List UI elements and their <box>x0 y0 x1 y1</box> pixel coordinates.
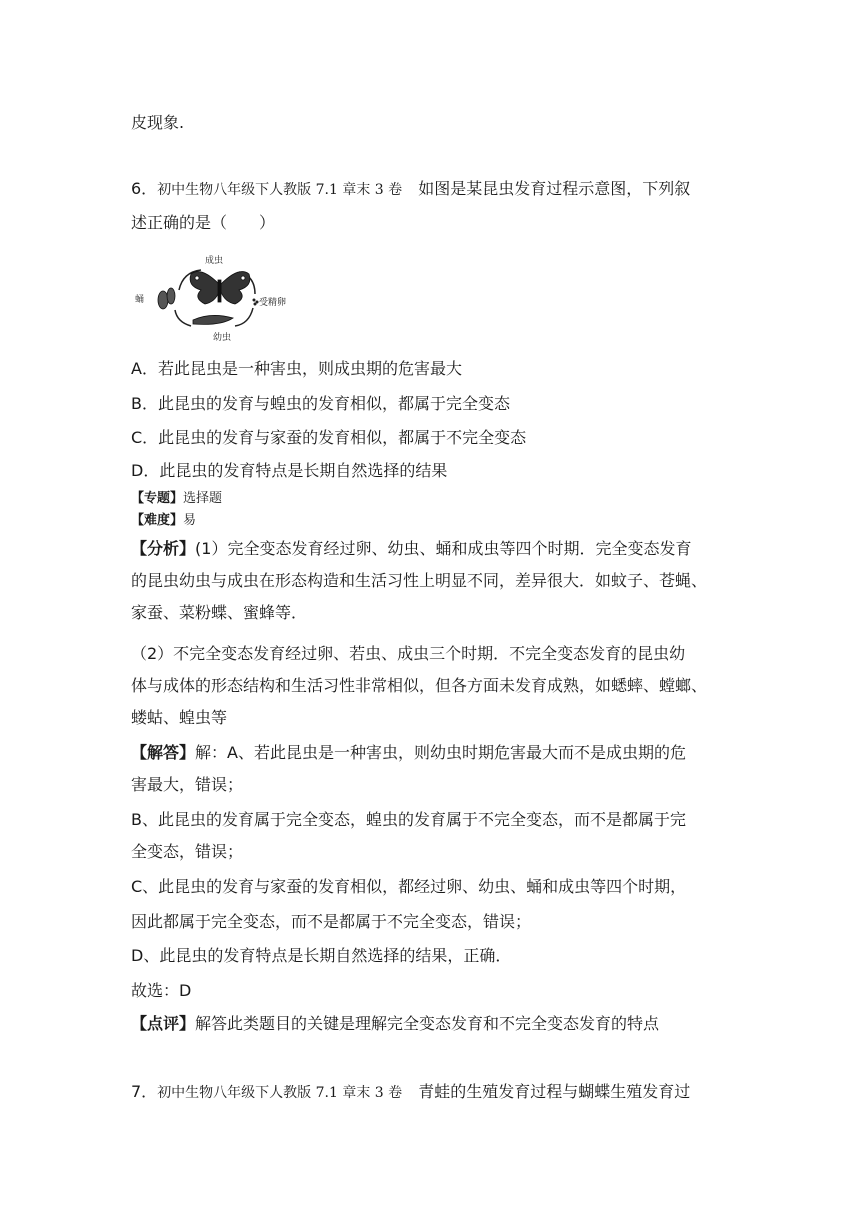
option-c: C．此昆虫的发育与家蚕的发育相似，都属于不完全变态 <box>131 428 527 447</box>
question-6-line-2: 述正确的是（ ） <box>131 213 276 232</box>
previous-answer-tail: 皮现象. <box>131 113 185 132</box>
answer-line-6: 因此都属于完全变态，而不是都属于不完全变态，错误； <box>131 912 532 931</box>
cycle-arrow-bottom-right <box>235 308 253 326</box>
answer-line-5: C、此昆虫的发育与家蚕的发育相似，都经过卵、幼虫、蛹和成虫等四个时期， <box>131 877 687 896</box>
answer-line-4: 全变态，错误； <box>131 842 244 861</box>
question-source: 初中生物八年级下人教版 7.1 章末 3 卷 <box>157 1085 403 1101</box>
analysis-line-3: 家蚕、菜粉蝶、蜜蜂等． <box>131 603 308 622</box>
label-egg: 受精卵 <box>259 298 287 308</box>
analysis-line-1 <box>131 537 691 561</box>
analysis-line-4: （2）不完全变态发育经过卵、若虫、成虫三个时期．不完全变态发育的昆虫幼 <box>131 644 686 663</box>
topic-line <box>131 489 222 509</box>
topic-value: 选择题 <box>183 491 223 506</box>
question-number: 7． <box>131 1082 158 1101</box>
choice-line: 故选：D <box>131 981 192 1000</box>
pupa-icon <box>158 288 175 309</box>
question-stem: 青蛙的生殖发育过程与蝴蝶生殖发育过 <box>418 1082 691 1101</box>
butterfly-icon <box>190 272 250 304</box>
topic-tag: 【专题】 <box>131 491 184 506</box>
comment-tag: 【点评】 <box>131 1014 196 1033</box>
difficulty-tag: 【难度】 <box>131 513 184 528</box>
answer-line-7: D、此昆虫的发育特点是长期自然选择的结果，正确． <box>131 946 512 965</box>
analysis-text: (1）完全变态发育经过卵、幼虫、蛹和成虫等四个时期．完全变态发育 <box>195 539 692 558</box>
analysis-line-6: 蝼蛄、蝗虫等 <box>131 708 228 727</box>
analysis-line-5: 体与成体的形态结构和生活习性非常相似，但各方面未发育成熟，如蟋蟀、螳螂、 <box>131 676 708 695</box>
option-a: A．若此昆虫是一种害虫，则成虫期的危害最大 <box>131 359 462 378</box>
analysis-tag: 【分析】 <box>131 539 196 558</box>
cycle-arrow-bottom-left <box>175 310 191 326</box>
answer-line-3: B、此昆虫的发育属于完全变态，蝗虫的发育属于不完全变态，而不是都属于完 <box>131 810 686 829</box>
difficulty-value: 易 <box>183 513 197 528</box>
larva-icon <box>193 315 233 324</box>
option-d: D．此昆虫的发育特点是长期自然选择的结果 <box>131 461 448 480</box>
question-6-line-1 <box>131 177 690 202</box>
question-stem: 如图是某昆虫发育过程示意图，下列叙 <box>418 179 691 198</box>
insect-life-cycle-diagram <box>131 250 287 346</box>
answer-text: 解：A、若此昆虫是一种害虫，则幼虫时期危害最大而不是成虫期的危 <box>195 743 686 762</box>
answer-line-1 <box>131 741 686 765</box>
question-7-line-1 <box>131 1080 690 1105</box>
comment-line <box>131 1012 659 1036</box>
egg-icon <box>253 299 259 306</box>
question-source: 初中生物八年级下人教版 7.1 章末 3 卷 <box>157 182 403 198</box>
label-larva: 幼虫 <box>213 333 232 343</box>
answer-line-2: 害最大，错误； <box>131 775 244 794</box>
label-adult: 成虫 <box>205 256 224 266</box>
comment-text: 解答此类题目的关键是理解完全变态发育和不完全变态发育的特点 <box>195 1014 660 1033</box>
label-pupa: 蛹 <box>135 295 145 305</box>
question-number: 6． <box>131 179 158 198</box>
answer-tag: 【解答】 <box>131 743 196 762</box>
difficulty-line <box>131 511 196 531</box>
option-b: B．此昆虫的发育与蝗虫的发育相似，都属于完全变态 <box>131 394 510 413</box>
analysis-line-2: 的昆虫幼虫与成虫在形态构造和生活习性上明显不同，差异很大．如蚊子、苍蝇、 <box>131 571 708 590</box>
